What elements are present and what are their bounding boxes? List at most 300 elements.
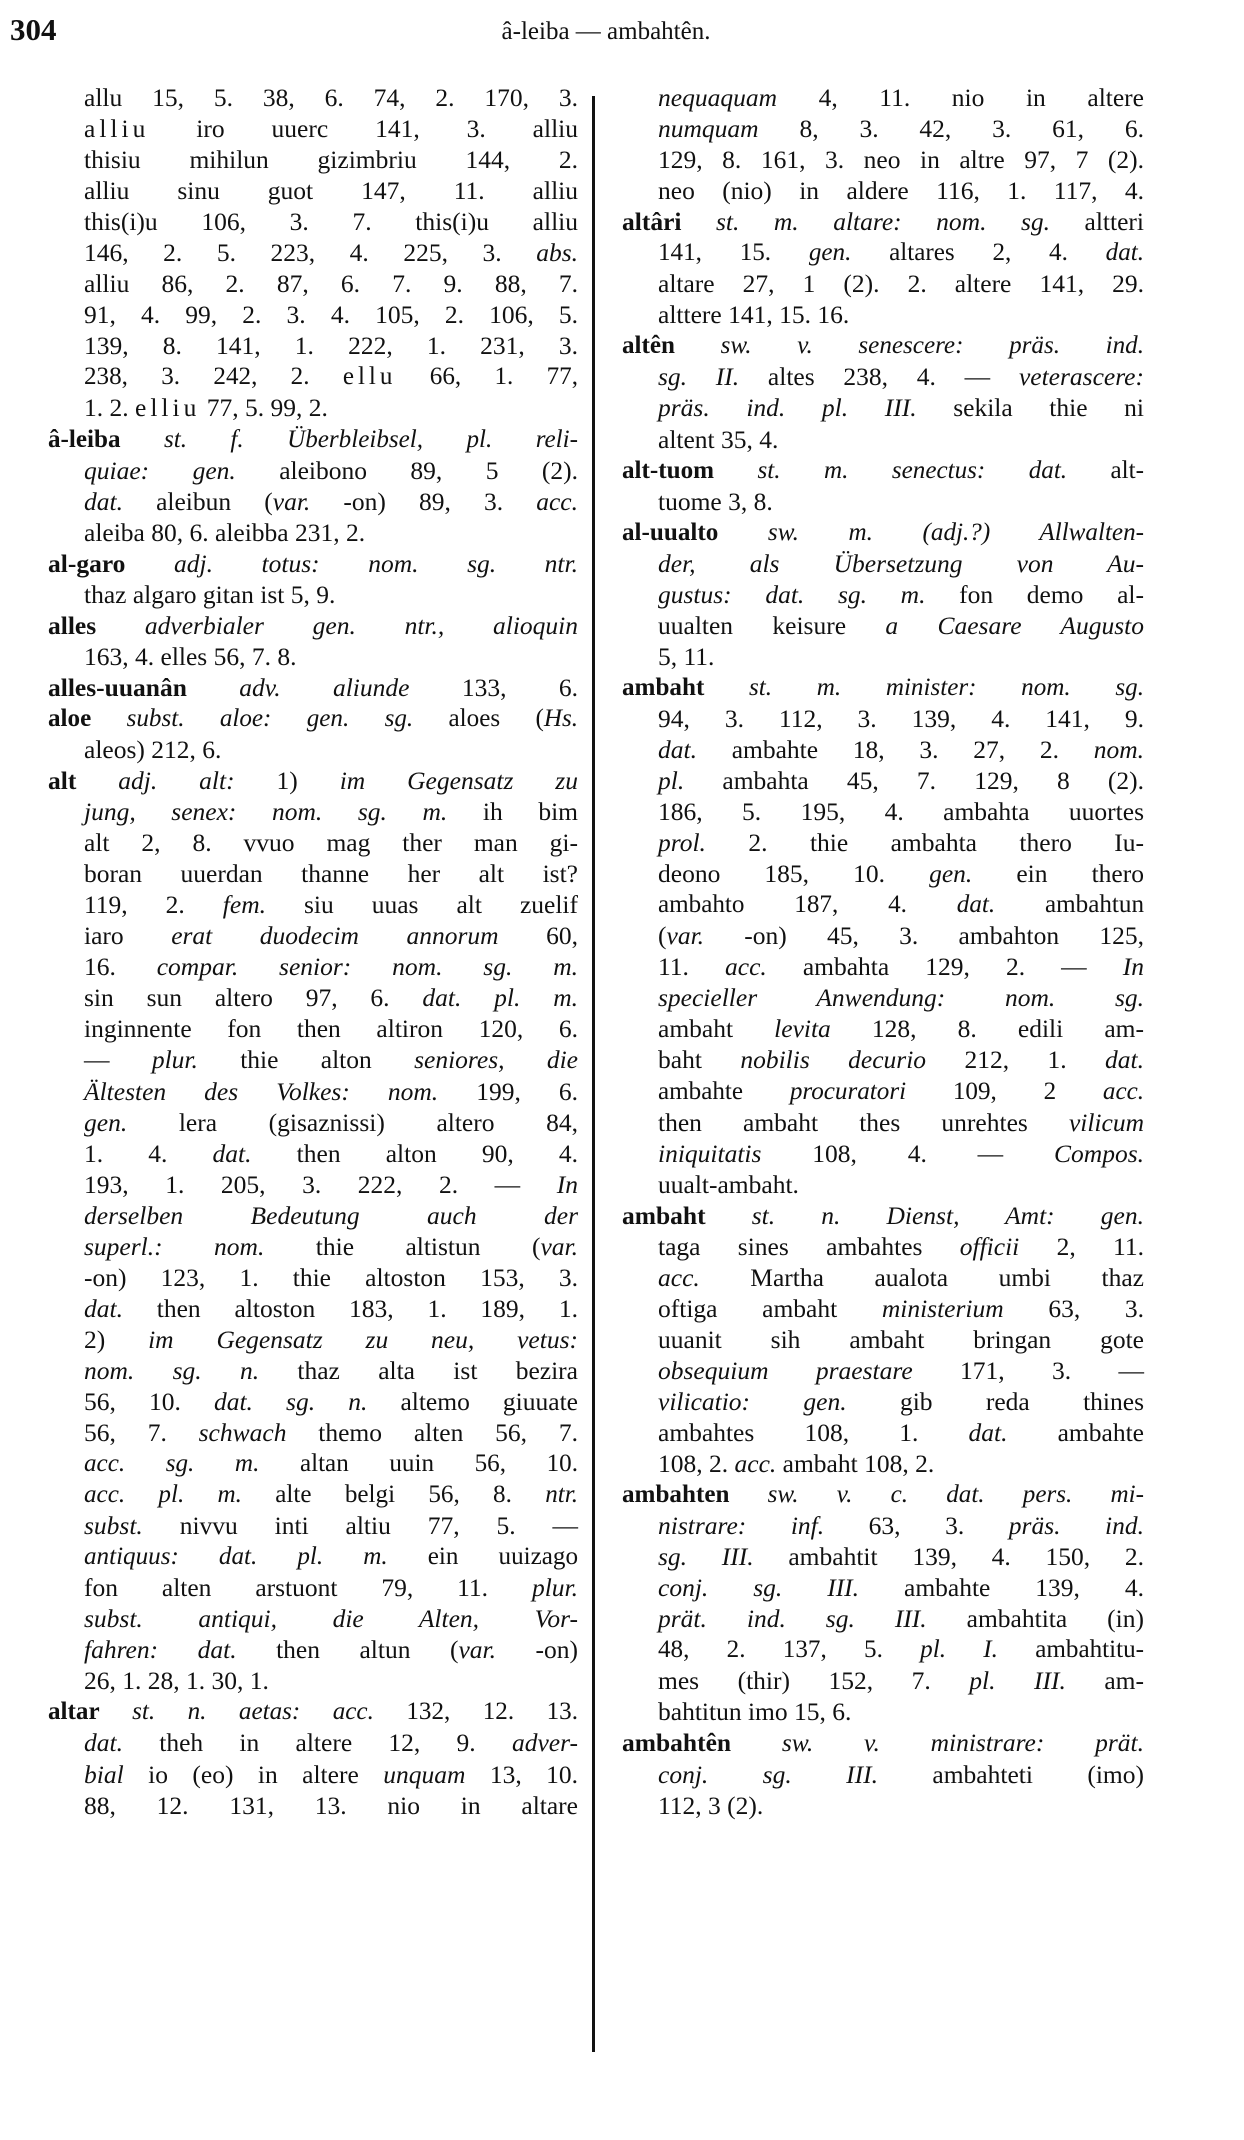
italic-gloss: sw. m. (adj.?) Allwalten- (767, 518, 1144, 546)
italic-gloss: var. (458, 1635, 497, 1665)
entry-line (622, 144, 1144, 175)
spaced-form: ellu (342, 363, 397, 391)
italic-gloss: nom. (1093, 734, 1144, 764)
entry-line (48, 1386, 578, 1417)
entry-line (48, 392, 578, 423)
italic-gloss: pl. (658, 766, 685, 796)
page-number: 304 (10, 12, 57, 47)
entry-line (48, 1293, 578, 1324)
entry-text: taga sines ambahtes (658, 1231, 960, 1261)
headword: ambaht (622, 673, 705, 701)
italic-gloss: var. (272, 486, 311, 516)
entry-text: 13, 10. (465, 1759, 578, 1789)
entry-text: altes 238, 4. — (739, 362, 1019, 392)
entry-text: 26, 1. 28, 1. 30, 1. (84, 1666, 269, 1696)
italic-gloss: var. (540, 1231, 578, 1261)
entry-text (706, 1201, 752, 1230)
entry-text: aleos) 212, 6. (84, 734, 222, 764)
entry-line (622, 579, 1144, 610)
entry-text: ambahte 139, 4. (859, 1573, 1144, 1603)
entry-text: 1) (234, 766, 340, 796)
entry-line (48, 1076, 578, 1107)
entry-line (622, 1231, 1144, 1262)
entry-text: thisiu mihilun gizimbriu 144, 2. (84, 145, 578, 175)
entry-text (187, 673, 239, 702)
entry-line (48, 1510, 578, 1541)
italic-gloss: acc. (734, 1449, 777, 1479)
italic-gloss: erat duodecim annorum (171, 921, 499, 951)
italic-gloss: superl.: nom. (84, 1231, 265, 1261)
italic-gloss: Hs. (543, 704, 579, 732)
entry-text: fon demo al- (925, 579, 1144, 609)
italic-gloss: st. n. Dienst, Amt: gen. (751, 1200, 1144, 1230)
italic-gloss: st. m. altare: nom. sg. (716, 207, 1051, 237)
italic-gloss: abs. (536, 238, 578, 268)
entry-line (622, 951, 1144, 982)
headword: altâri (622, 207, 682, 237)
italic-gloss: acc. (536, 486, 578, 516)
italic-gloss: st. n. aetas: acc. (132, 1698, 374, 1726)
column-divider (592, 96, 595, 2052)
entry-text: aleiba 80, 6. aleibba 231, 2. (84, 517, 366, 547)
entry-text: 94, 3. 112, 3. 139, 4. 141, 9. (658, 703, 1144, 733)
entry-text: boran uuerdan thanne her alt ist? (84, 859, 578, 889)
entry-line (48, 237, 578, 268)
entry-text: alt- (1067, 456, 1144, 484)
entry-line (622, 827, 1144, 858)
entry-text (121, 426, 164, 453)
italic-gloss: adver- (511, 1728, 578, 1758)
italic-gloss: adj. totus: nom. sg. ntr. (174, 548, 578, 578)
entry-text: then ambaht thes unrehtes (658, 1107, 1069, 1137)
italic-gloss: adv. aliunde (239, 672, 410, 702)
italic-gloss: adj. alt: (118, 766, 235, 796)
entry-text: mes (thir) 152, 7. (658, 1666, 970, 1696)
italic-gloss: conj. sg. III. (658, 1759, 878, 1789)
italic-gloss: pl. I. (920, 1636, 998, 1664)
entry-text: iaro (84, 921, 172, 951)
entry-text: 133, 6. (409, 672, 578, 702)
entry-text (729, 1481, 767, 1508)
entry-text: aloes ( (413, 704, 544, 732)
entry-text (125, 549, 174, 578)
italic-gloss: gustus: dat. sg. m. (658, 579, 926, 609)
entry-line (48, 796, 578, 827)
entry-text: ambahtita (in) (926, 1604, 1144, 1634)
entry-line (622, 175, 1144, 206)
entry-line (622, 548, 1144, 579)
italic-gloss: gen. (84, 1107, 128, 1137)
entry-line (48, 858, 578, 889)
entry-text: bahtitun imo 15, 6. (658, 1697, 852, 1727)
entry-line (622, 424, 1144, 455)
italic-gloss: derselben Bedeutung auch der (84, 1200, 578, 1230)
entry-text: then altoston 183, 1. 189, 1. (122, 1293, 578, 1323)
entry-line (48, 1634, 578, 1665)
right-column (622, 82, 1144, 1821)
entry-text: 48, 2. 137, 5. (658, 1636, 921, 1664)
italic-gloss: dat. sg. n. (213, 1386, 368, 1416)
headword: alles (48, 610, 97, 640)
entry-text: sin sun altero 97, 6. (84, 983, 423, 1013)
entry-text: thaz alta ist bezira (259, 1355, 578, 1385)
entry-text: ambahtes 108, 1. (658, 1418, 969, 1448)
entry-line (622, 734, 1144, 765)
italic-gloss: veterascere: (1018, 362, 1144, 392)
entry-headword-line (48, 610, 578, 641)
entry-text: then alton 90, 4. (251, 1138, 578, 1168)
italic-gloss: sg. II. (658, 362, 740, 392)
entry-headword-line (622, 455, 1144, 486)
entry-line (622, 1696, 1144, 1727)
entry-line (48, 486, 578, 517)
entry-text: aleibun ( (122, 486, 273, 516)
italic-gloss: acc. (1102, 1077, 1145, 1105)
italic-gloss: unquam (383, 1759, 466, 1789)
italic-gloss: dat. (658, 734, 697, 764)
entry-text: altent 35, 4. (658, 424, 779, 454)
entry-line (622, 703, 1144, 734)
italic-gloss: st. m. senectus: dat. (757, 456, 1068, 484)
italic-gloss: der, als Übersetzung von Au- (658, 548, 1144, 578)
entry-line (622, 765, 1144, 796)
entry-line (622, 82, 1144, 113)
entry-line (622, 1076, 1144, 1107)
entry-line (622, 268, 1144, 299)
entry-text: this(i)u 106, 3. 7. this(i)u alliu (84, 207, 578, 237)
entry-line (48, 982, 578, 1013)
headword: ambaht (622, 1200, 706, 1230)
entry-text: io (eo) in altere (123, 1759, 384, 1789)
headword: altar (48, 1698, 100, 1726)
entry-text: ambahta 129, 2. — (766, 952, 1123, 982)
italic-gloss: compar. senior: nom. sg. m. (156, 952, 578, 982)
entry-line (48, 175, 578, 206)
entry-line (622, 486, 1144, 517)
entry-line (622, 361, 1144, 392)
entry-line (48, 206, 578, 237)
entry-text: ( (658, 921, 667, 951)
entry-text: uualt-ambaht. (658, 1169, 799, 1199)
entry-line (622, 1107, 1144, 1138)
entry-text: 129, 8. 161, 3. neo in altre 97, 7 (2). (658, 145, 1144, 175)
italic-gloss: prät. ind. sg. III. (658, 1604, 927, 1634)
entry-line (622, 237, 1144, 268)
entry-line (622, 1169, 1144, 1200)
entry-line (48, 1541, 578, 1572)
entry-text (714, 457, 757, 484)
entry-line (48, 1138, 578, 1169)
entry-line (48, 1262, 578, 1293)
headword: aloe (48, 704, 92, 732)
italic-gloss: dat. (84, 486, 123, 516)
italic-gloss: adverbialer gen. ntr., alioquin (144, 610, 578, 640)
italic-gloss: st. f. Überbleibsel, pl. reli- (163, 425, 578, 453)
entry-line (622, 1355, 1144, 1386)
entry-line (48, 1603, 578, 1634)
entry-text: altares 2, 4. (851, 239, 1106, 267)
entry-text: oftiga ambaht (658, 1293, 882, 1323)
entry-text: ambahta 45, 7. 129, 8 (2). (684, 766, 1144, 796)
entry-text: aleibono 89, 5 (2). (235, 455, 578, 485)
italic-gloss: dat. (212, 1138, 252, 1168)
italic-gloss: prol. (658, 828, 706, 858)
italic-gloss: dat. pl. m. (422, 983, 578, 1013)
left-column (48, 82, 578, 1821)
entry-text (675, 332, 721, 359)
spaced-form: elliu (135, 393, 201, 423)
italic-gloss: plur. (151, 1045, 198, 1075)
italic-gloss: subst. (84, 1511, 143, 1541)
entry-text: 186, 5. 195, 4. ambahta uuortes (658, 797, 1144, 827)
entry-line (622, 299, 1144, 330)
entry-line (48, 1572, 578, 1603)
headword: al-uualto (622, 518, 719, 546)
entry-text: 139, 8. 141, 1. 222, 1. 231, 3. (84, 331, 578, 361)
italic-gloss: dat. (956, 891, 996, 919)
italic-gloss: gen. (929, 859, 973, 889)
entry-line (622, 1759, 1144, 1790)
entry-text: thie altistun ( (264, 1231, 541, 1261)
entry-text: 108, 2. (658, 1449, 735, 1479)
entry-text: alte belgi 56, 8. (241, 1481, 546, 1509)
entry-headword-line (622, 206, 1144, 237)
entry-text: 1. 4. (84, 1138, 213, 1168)
entry-text (100, 1698, 132, 1725)
italic-gloss: subst. antiqui, die Alten, Vor- (84, 1604, 578, 1634)
italic-gloss: quiae: gen. (84, 455, 236, 485)
italic-gloss: fahren: dat. (84, 1635, 237, 1665)
entry-line (48, 299, 578, 330)
entry-text: 146, 2. 5. 223, 4. 225, 3. (84, 238, 537, 268)
headword: alt (48, 766, 77, 796)
entry-text: Martha aualota umbi thaz (699, 1262, 1144, 1292)
italic-gloss: plur. (531, 1573, 578, 1603)
italic-gloss: iniquitatis (658, 1138, 762, 1168)
entry-line (48, 517, 578, 548)
entry-text: gib reda thines (846, 1386, 1144, 1416)
entry-text: ambaht 108, 2. (776, 1449, 935, 1479)
italic-gloss: procuratori (789, 1077, 907, 1105)
italic-gloss: st. m. minister: nom. sg. (749, 673, 1144, 701)
italic-gloss: In (1122, 952, 1144, 982)
entry-text: ein uuizago (387, 1543, 579, 1571)
entry-line (48, 144, 578, 175)
italic-gloss: ntr. (545, 1481, 578, 1509)
entry-text: alt 2, 8. vvuo mag ther man gi- (84, 828, 578, 858)
entry-text: 2) (84, 1324, 149, 1354)
italic-gloss: nistrare: inf. (658, 1511, 825, 1541)
entry-text: neo (nio) in aldere 116, 1. 117, 4. (658, 176, 1144, 206)
entry-text: alliu 86, 2. 87, 6. 7. 9. 88, 7. (84, 269, 578, 299)
entry-text (704, 674, 749, 701)
entry-line (622, 1634, 1144, 1665)
entry-text (76, 766, 118, 795)
entry-text: ein thero (972, 859, 1144, 889)
entry-line (48, 1790, 578, 1821)
italic-gloss: sw. v. senescere: präs. ind. (720, 332, 1144, 360)
entry-line (48, 1044, 578, 1075)
entry-text: ih bim (447, 797, 578, 827)
entry-line (48, 641, 578, 672)
entry-line (622, 1510, 1144, 1541)
entry-line (48, 1107, 578, 1138)
entry-text: 109, 2 (906, 1077, 1103, 1105)
italic-gloss: obsequium praestare (658, 1355, 913, 1385)
entry-line (622, 392, 1144, 423)
italic-gloss: sg. III. (658, 1542, 754, 1572)
entry-line (48, 1324, 578, 1355)
italic-gloss: gen. (808, 239, 852, 267)
entry-text: 63, 3. (1003, 1293, 1144, 1323)
italic-gloss: acc. sg. m. (84, 1450, 260, 1478)
italic-gloss: seniores, die (414, 1045, 578, 1075)
entry-text: thaz algaro gitan ist 5, 9. (84, 579, 336, 609)
entry-line (48, 1231, 578, 1262)
italic-gloss: antiquus: dat. pl. m. (84, 1543, 388, 1571)
entry-text: 88, 12. 131, 13. nio in altare (84, 1790, 578, 1820)
italic-gloss: ministerium (881, 1293, 1004, 1323)
entry-headword-line (48, 548, 578, 579)
entry-text: 91, 4. 99, 2. 3. 4. 105, 2. 106, 5. (84, 300, 578, 330)
italic-gloss: numquam (658, 114, 759, 144)
entry-line (622, 113, 1144, 144)
entry-text: 63, 3. (824, 1511, 1009, 1541)
italic-gloss: jung, senex: nom. sg. m. (84, 797, 448, 827)
entry-line (48, 1200, 578, 1231)
entry-text: 193, 1. 205, 3. 222, 2. — (84, 1169, 557, 1199)
entry-text: altare 27, 1 (2). 2. altere 141, 29. (658, 269, 1144, 299)
headword: al-garo (48, 548, 126, 578)
entry-text: uualten keisure (658, 610, 886, 640)
entry-text: 171, 3. — (912, 1355, 1144, 1385)
italic-gloss: acc. (725, 952, 767, 982)
entry-line (48, 1013, 578, 1044)
entry-text: inginnente fon then altiron 120, 6. (84, 1014, 578, 1044)
entry-text (96, 611, 145, 640)
entry-line (622, 1541, 1144, 1572)
italic-gloss: dat. (1105, 239, 1145, 267)
entry-line (48, 920, 578, 951)
entry-text: — (84, 1045, 152, 1075)
entry-text: am- (1065, 1666, 1144, 1696)
entry-text: 4, 11. nio in altere (776, 83, 1144, 112)
italic-gloss: dat. (84, 1728, 123, 1758)
entry-text: ambahte (1007, 1418, 1144, 1448)
entry-line (622, 1448, 1144, 1479)
entry-text: 163, 4. elles 56, 7. 8. (84, 641, 297, 671)
running-head: â-leiba — ambahtên. (501, 18, 711, 45)
entry-text: 2, 11. (1019, 1231, 1144, 1261)
entry-text: alliu sinu guot 147, 11. alliu (84, 176, 578, 206)
entry-text: 8, 3. 42, 3. 61, 6. (758, 114, 1144, 144)
entry-line (48, 1759, 578, 1790)
entry-line (48, 1665, 578, 1696)
entry-text: -on) 123, 1. thie altoston 153, 3. (84, 1262, 578, 1292)
entry-text: deono 185, 10. (658, 859, 930, 889)
italic-gloss: fem. (222, 890, 266, 920)
italic-gloss: präs. ind. pl. III. (658, 393, 917, 423)
italic-gloss: levita (774, 1014, 831, 1044)
entry-text: theh in altere 12, 9. (122, 1728, 512, 1758)
entry-text: 238, 3. 242, 2. (84, 363, 343, 391)
italic-gloss: dat. (84, 1293, 123, 1323)
italic-gloss: vilicum (1068, 1107, 1144, 1137)
entry-text: altan uuin 56, 10. (259, 1450, 578, 1478)
headword: alles-uuanân (48, 672, 187, 702)
entry-text: ambaht (658, 1014, 775, 1044)
italic-gloss: dat. (968, 1418, 1008, 1448)
entry-text: 212, 1. (926, 1045, 1106, 1075)
entry-line (622, 641, 1144, 672)
entry-line (622, 1386, 1144, 1417)
entry-text: baht (658, 1045, 741, 1075)
entry-text: 1. 2. (84, 393, 135, 423)
entry-text (91, 705, 126, 732)
entry-text: thie alton (197, 1045, 415, 1075)
entry-headword-line (48, 672, 578, 703)
entry-line (48, 268, 578, 299)
entry-text: allu 15, 5. 38, 6. 74, 2. 170, 3. (84, 83, 578, 112)
italic-gloss: officii (959, 1231, 1020, 1261)
entry-text: 5, 11. (658, 641, 715, 671)
entry-text: siu uuas alt zuelif (266, 890, 578, 920)
page-header (6, 8, 1206, 52)
entry-text: tuome 3, 8. (658, 486, 773, 516)
entry-line (48, 1169, 578, 1200)
entry-text: ambahteti (imo) (877, 1759, 1144, 1789)
entry-headword-line (48, 424, 578, 455)
entry-line (622, 796, 1144, 827)
entry-line (48, 455, 578, 486)
entry-text: 2. thie ambahta thero Iu- (705, 828, 1144, 858)
italic-gloss: bial (84, 1759, 124, 1789)
italic-gloss: dat. (1105, 1045, 1144, 1075)
spaced-form: alliu (84, 114, 150, 144)
entry-text: ambahte (658, 1077, 790, 1105)
entry-line (48, 951, 578, 982)
entry-headword-line (622, 330, 1144, 361)
entry-line (48, 1417, 578, 1448)
entry-line (48, 734, 578, 765)
entry-text: nivvu inti altiu 77, 5. — (142, 1511, 578, 1541)
entry-text: -on) 45, 3. ambahton 125, (704, 921, 1144, 951)
entry-headword-line (48, 1696, 578, 1727)
entry-line (48, 82, 578, 113)
italic-gloss: vilicatio: gen. (658, 1386, 847, 1416)
italic-gloss: nobilis decurio (740, 1045, 927, 1075)
entry-line (622, 1138, 1144, 1169)
italic-gloss: nequaquam (658, 83, 777, 112)
entry-line (622, 1293, 1144, 1324)
entry-text: lera (gisaznissi) altero 84, (127, 1107, 578, 1137)
entry-text: 141, 15. (658, 239, 809, 267)
entry-text: ambahto 187, 4. (658, 891, 957, 919)
entry-headword-line (622, 517, 1144, 548)
entry-line (622, 1603, 1144, 1634)
entry-text: 108, 4. — (761, 1138, 1055, 1168)
entry-text: ambahtit 139, 4. 150, 2. (753, 1542, 1144, 1572)
entry-headword-line (622, 672, 1144, 703)
entry-text: altteri (1050, 207, 1144, 237)
entry-text: 56, 7. (84, 1418, 199, 1448)
entry-text (731, 1728, 782, 1757)
entry-headword-line (622, 1479, 1144, 1510)
entry-text: 199, 6. (438, 1076, 578, 1106)
entry-headword-line (48, 765, 578, 796)
italic-gloss: pl. III. (969, 1666, 1066, 1696)
entry-text: ambahtitu- (997, 1636, 1144, 1664)
